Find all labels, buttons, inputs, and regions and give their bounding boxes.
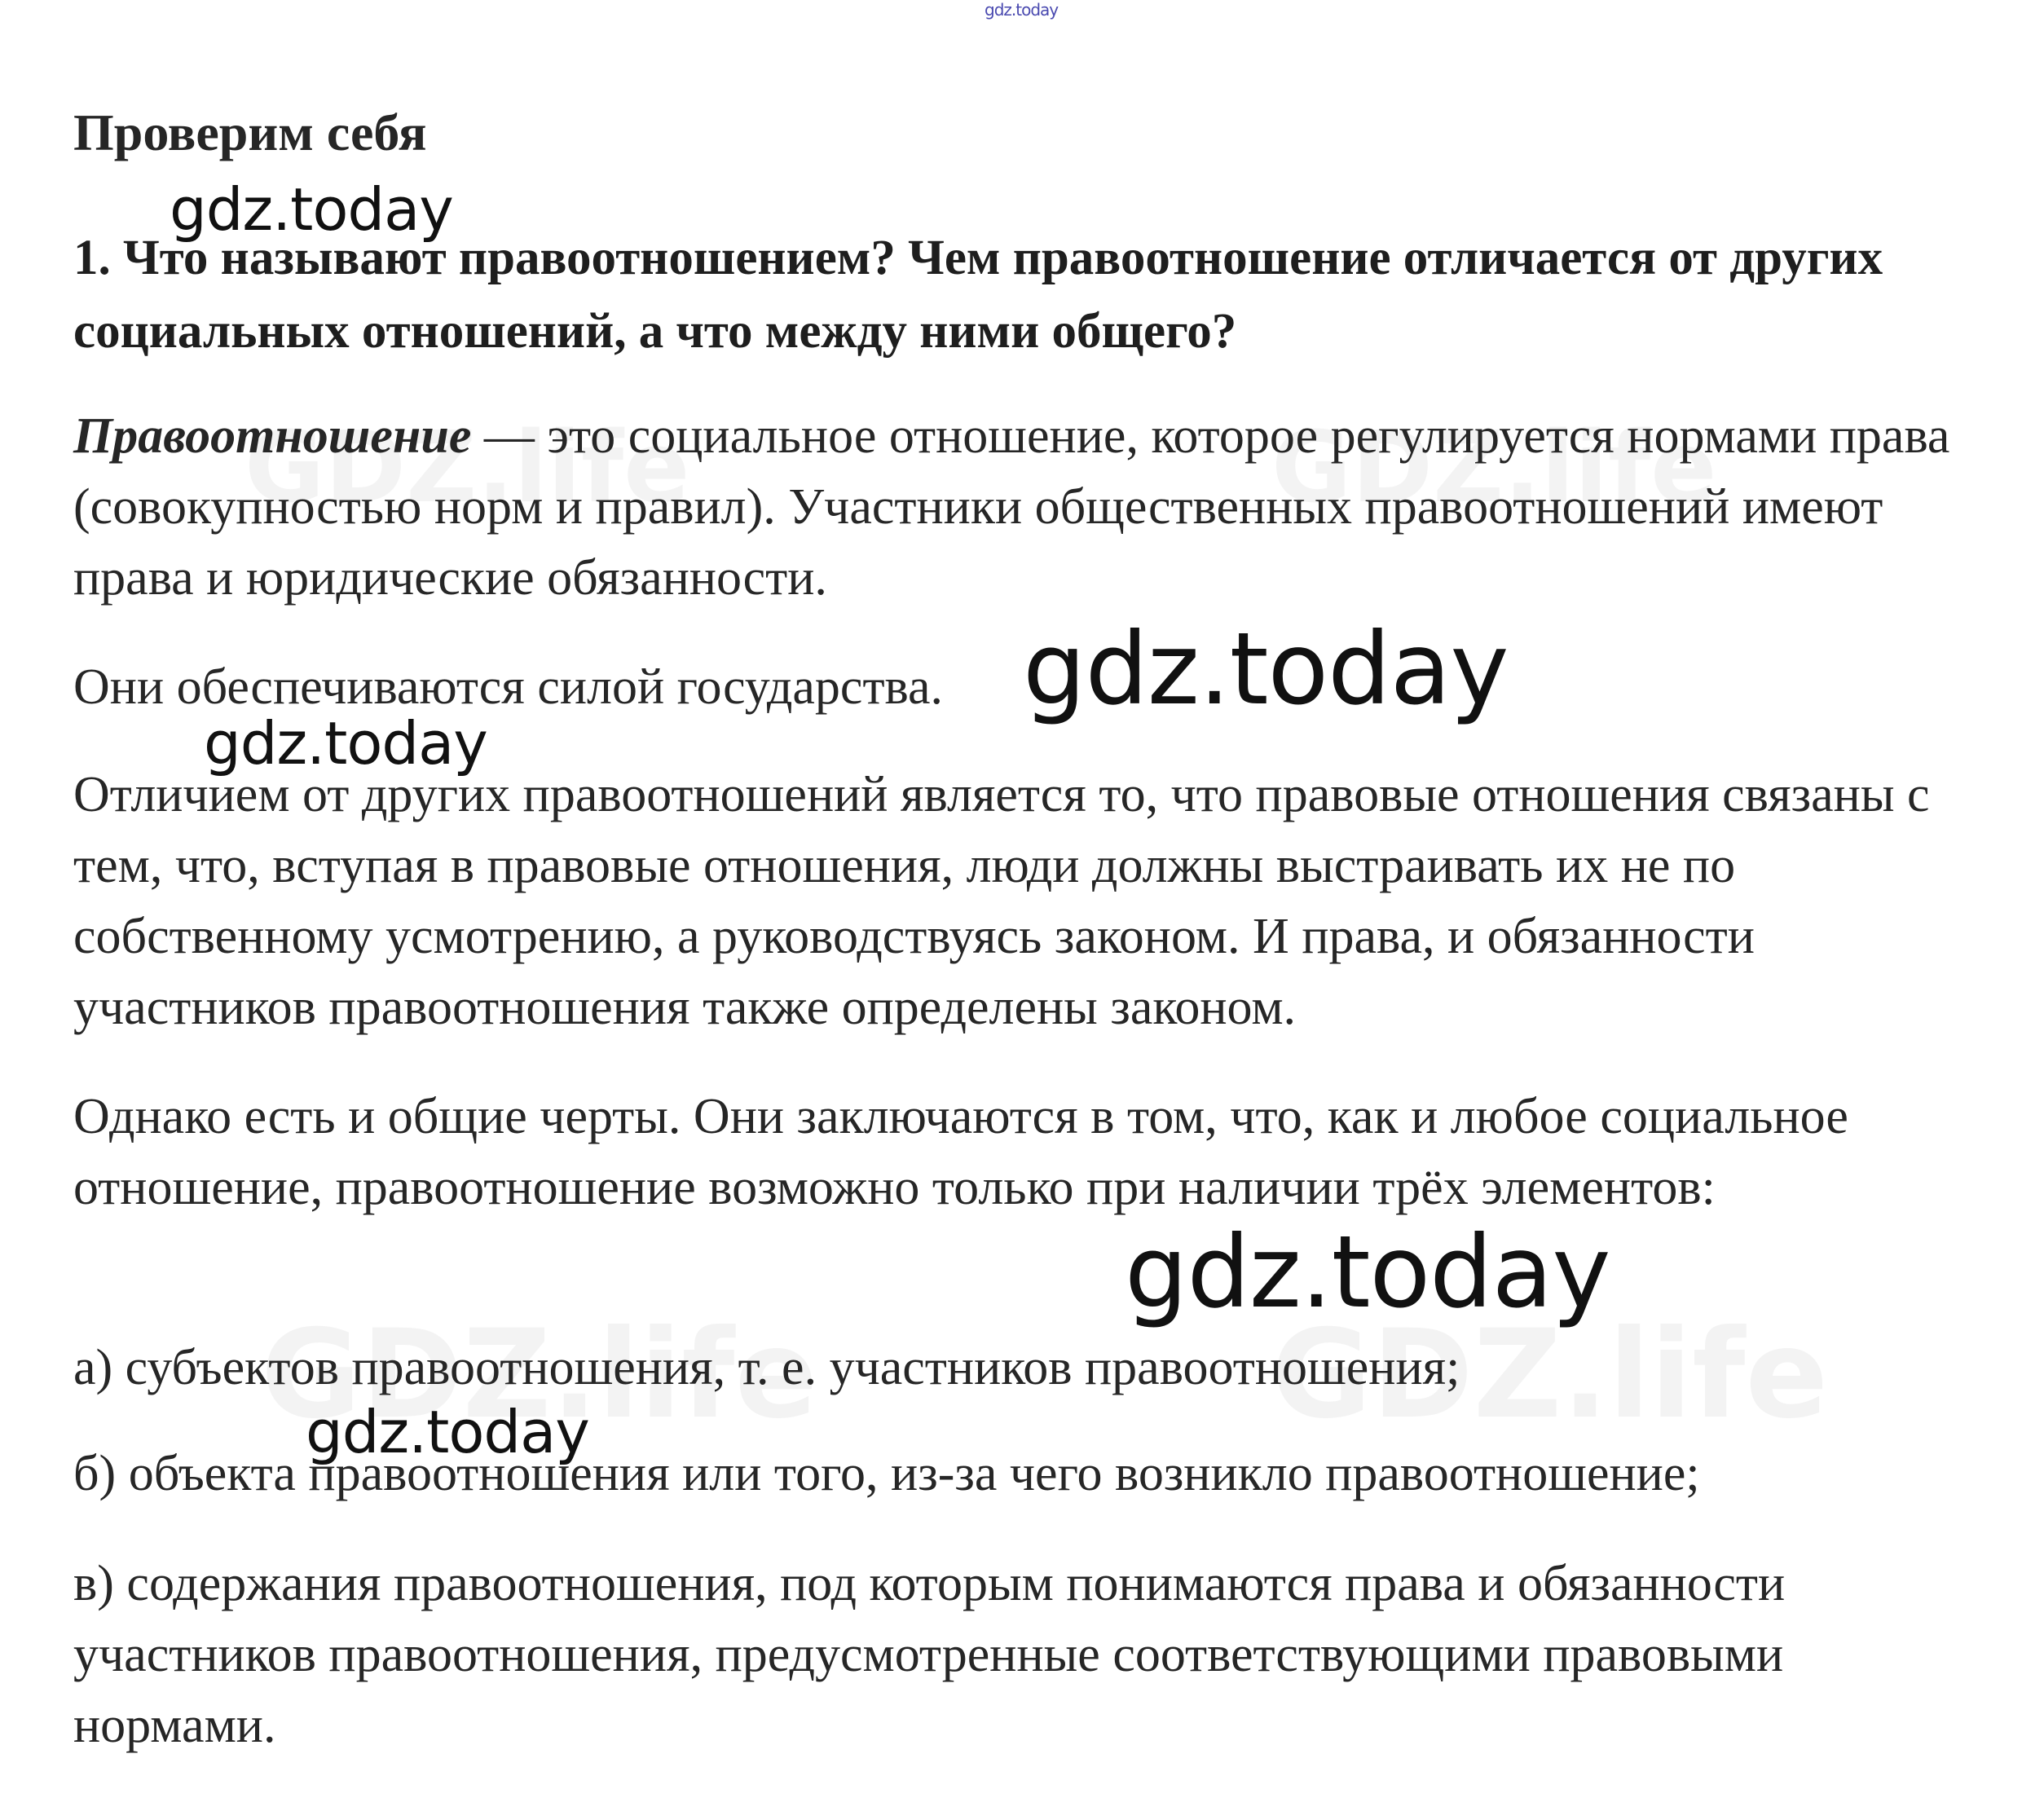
- answer-definition: [73, 401, 1972, 614]
- list-item-a: а) субъектов правоотношения, т. е. участников правоотношения;: [73, 1340, 1460, 1395]
- list-item-c: в) содержания правоотношения, под которым понимаются права и обязанности участников правоотношения, предусмотренные соответствующими правовыми нормами.: [73, 1556, 1786, 1753]
- answer-paragraph: Отличием от других правоотношений является то, что правовые отношения связаны с тем, что, вступая в правовые отношения, люди должны выстраивать их не по собственному усмотрению, а руководствуясь законом. И права, и обязанности участников правоотношения также определены законом.: [73, 767, 1930, 1035]
- defined-term: Правоотношение: [73, 408, 472, 464]
- watermark: gdz.today: [1023, 611, 1509, 727]
- top-watermark: gdz.today: [985, 0, 1059, 20]
- page-heading: Проверим себя: [73, 104, 427, 161]
- watermark: gdz.today: [204, 709, 487, 778]
- definition-text: — это социальное отношение, которое регулируется нормами права (совокупностью норм и правил). Участники общественных правоотношений имеют права и юридические обязанности.: [73, 408, 1950, 606]
- watermark: gdz.today: [170, 175, 453, 244]
- question-text: 1. Что называют правоотношением? Чем правоотношение отличается от других социальных отношений, а что между ними общего?: [73, 231, 1883, 359]
- answer-paragraph: Однако есть и общие черты. Они заключаются в том, что, как и любое социальное отношение, правоотношение возможно только при наличии трёх элементов:: [73, 1089, 1848, 1215]
- answer-paragraph: Они обеспечиваются силой государства.: [73, 659, 944, 715]
- list-item-b: б) объекта правоотношения или того, из-за чего возникло правоотношение;: [73, 1446, 1700, 1501]
- watermark: gdz.today: [306, 1398, 589, 1466]
- watermark: gdz.today: [1125, 1214, 1610, 1330]
